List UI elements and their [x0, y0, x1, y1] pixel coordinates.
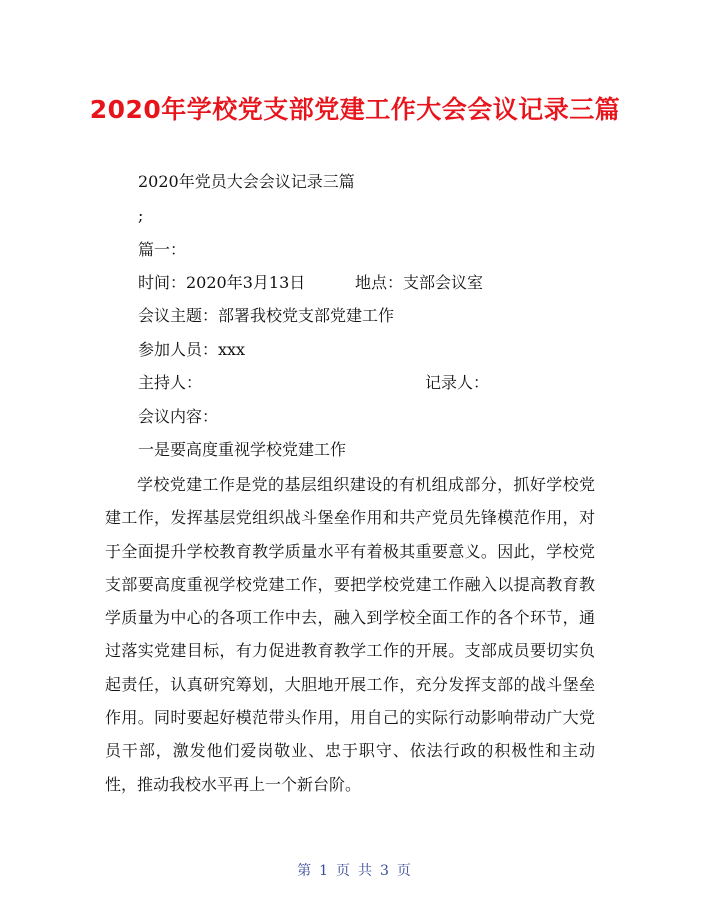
footer-total-word: 共	[358, 863, 374, 879]
subtitle: 2020年党员大会会议记录三篇	[138, 172, 355, 191]
document-title: 2020年学校党支部党建工作大会会议记录三篇	[89, 95, 621, 124]
paragraph: 学校党建工作是党的基层组织建设的有机组成部分，抓好学校党建工作，发挥基层党组织战斗堡垒作用和共产党员先锋模范作用，对于全面提升学校教育教学质量水平有着极其重要意义。因此，学校党支部要高度重视学校党建工作，要把学校党建工作融入以提高教育教学质量为中心的各项工作中去，融入到学校全面工作的各个环节，通过落实党建目标，有力促进教育教学工作的开展。支部成员要切实负起责任，认真研究筹划，大胆地开展工作，充分发挥支部的战斗堡垒作用。同时要起好模范带头作用，用自己的实际行动影响带动广大党员干部，激发他们爱岗敬业、忠于职守、依法行政的积极性和主动性，推动我校水平再上一个新台阶。	[105, 475, 595, 794]
part-label: 篇一：	[138, 240, 187, 259]
meeting-attendees: 参加人员：xxx	[138, 340, 246, 359]
body-text	[105, 468, 595, 801]
meeting-topic: 会议主题：部署我校党支部党建工作	[138, 306, 395, 325]
footer-page-unit: 页	[336, 863, 352, 879]
meeting-host: 主持人：	[138, 373, 203, 392]
meeting-time: 时间：2020年3月13日	[138, 273, 306, 292]
separator: ;	[138, 206, 144, 225]
footer-total-unit: 页	[396, 863, 413, 879]
content-label: 会议内容：	[138, 407, 219, 426]
meeting-place: 地点：支部会议室	[355, 273, 484, 292]
footer-page-word: 第	[297, 863, 314, 879]
section-heading: 一是要高度重视学校党建工作	[138, 440, 347, 459]
page-footer	[0, 860, 710, 880]
footer-page-num: 1	[319, 863, 330, 879]
meeting-recorder: 记录人：	[425, 373, 490, 392]
footer-total-num: 3	[380, 863, 391, 879]
